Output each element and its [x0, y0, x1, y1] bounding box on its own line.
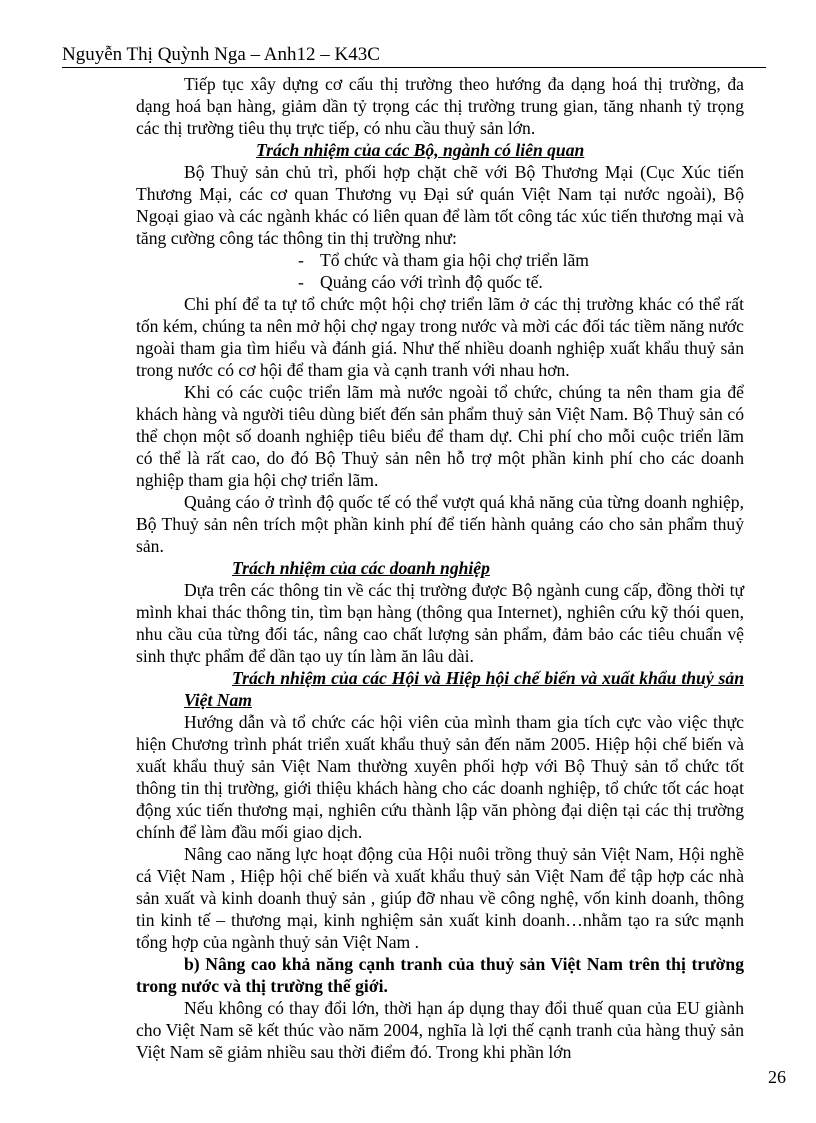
paragraph-international-advertising: Quảng cáo ở trình độ quốc tế có thể vượt quá khả năng của từng doanh nghiệp, Bộ Thuỷ sản nên trích một phần kinh phí để tiến hành quảng cáo cho sản phẩm thuỷ sản. [136, 492, 744, 556]
list-item: - Quảng cáo với trình độ quốc tế. [298, 271, 744, 293]
list-item: - Tổ chức và tham gia hội chợ triển lãm [298, 249, 744, 271]
heading-ministries-responsibility: Trách nhiệm của các Bộ, ngành có liên quan [256, 140, 585, 160]
page-header: Nguyễn Thị Quỳnh Nga – Anh12 – K43C [62, 44, 766, 68]
section-b-heading: b) Nâng cao khả năng cạnh tranh của thuỷ sản Việt Nam trên thị trường trong nước và thị trường thế giới. [136, 954, 744, 996]
paragraph-ministry-coordination: Bộ Thuỷ sản chủ trì, phối hợp chặt chẽ với Bộ Thương Mại (Cục Xúc tiến Thương Mại, các cơ quan Thương vụ Đại sứ quán Việt Nam tại nước ngoài), Bộ Ngoại giao và các ngành khác có liên quan để làm tốt công tác xúc tiến thương mại và tăng cường công tác thông tin thị trường như: [136, 162, 744, 248]
paragraph-domestic-fair: Chi phí để ta tự tổ chức một hội chợ triển lãm ở các thị trường khác có thể rất tốn kém, chúng ta nên mở hội chợ ngay trong nước và mời các đối tác tiềm năng nước ngoài tham gia tìm hiểu và đánh giá. Như thế nhiều doanh nghiệp xuất khẩu thuỷ sản trong nước có cơ hội để tham gia và cạnh tranh với nhau hơn. [136, 294, 744, 380]
paragraph-enterprise-actions: Dựa trên các thông tin về các thị trường được Bộ ngành cung cấp, đồng thời tự mình khai thác thông tin, tìm bạn hàng (thông qua Internet), nghiên cứu kỹ thói quen, nhu cầu của từng đối tác, nâng cao chất lượng sản phẩm, đảm bảo các tiêu chuẩn vệ sinh thực phẩm để dần tạo uy tín làm ăn lâu dài. [136, 580, 744, 666]
paragraph-foreign-exhibitions: Khi có các cuộc triển lãm mà nước ngoài tổ chức, chúng ta nên tham gia để khách hàng và người tiêu dùng biết đến sản phẩm thuỷ sản Việt Nam. Bộ Thuỷ sản có thể chọn một số doanh nghiệp tiêu biểu để tham dự. Chi phí cho mỗi cuộc triển lãm có thể là rất cao, do đó Bộ Thuỷ sản nên hỗ trợ một phần kinh phí cho các doanh nghiệp tham gia hội chợ triển lãm. [136, 382, 744, 490]
paragraph-market-structure: Tiếp tục xây dựng cơ cấu thị trường theo hướng đa dạng hoá thị trường, đa dạng hoá bạn hàng, giảm dần tỷ trọng các thị trường trung gian, tăng nhanh tỷ trọng các thị trường tiêu thụ trực tiếp, có nhu cầu thuỷ sản lớn. [136, 74, 744, 138]
heading-enterprises-responsibility: Trách nhiệm của các doanh nghiệp [232, 558, 490, 578]
heading-associations-responsibility: Trách nhiệm của các Hội và Hiệp hội chế biến và xuất khẩu thuỷ sản Việt Nam [184, 668, 744, 710]
document-body [136, 73, 744, 1063]
page-number: 26 [768, 1067, 786, 1087]
bullet-list [136, 249, 744, 293]
paragraph-association-guidance: Hướng dẫn và tổ chức các hội viên của mình tham gia tích cực vào việc thực hiện Chương trình phát triển xuất khẩu thuỷ sản đến năm 2005. Hiệp hội chế biến và xuất khẩu thuỷ sản Việt Nam thường xuyên phối hợp với Bộ Thuỷ sản tổ chức tốt thông tin thị trường, giới thiệu khách hàng cho các doanh nghiệp, tổ chức tốt các hoạt động xúc tiến thương mại, nghiên cứu thành lập văn phòng đại diện tại các thị trường chính để làm đầu mối giao dịch. [136, 712, 744, 842]
paragraph-association-capacity: Nâng cao năng lực hoạt động của Hội nuôi trồng thuỷ sản Việt Nam, Hội nghề cá Việt Nam , Hiệp hội chế biến và xuất khẩu thuỷ sản Việt Nam để tập hợp các nhà sản xuất và kinh doanh thuỷ sản , giúp đỡ nhau về công nghệ, vốn kinh doanh, thông tin kinh tế – thương mại, kinh nghiệm sản xuất kinh doanh…nhằm tạo ra sức mạnh tổng hợp của ngành thuỷ sản Việt Nam . [136, 844, 744, 952]
paragraph-eu-tariff: Nếu không có thay đổi lớn, thời hạn áp dụng thay đổi thuế quan của EU giành cho Việt Nam sẽ kết thúc vào năm 2004, nghĩa là lợi thế cạnh tranh của hàng thuỷ sản Việt Nam sẽ giảm nhiều sau thời điểm đó. Trong khi phần lớn [136, 998, 744, 1062]
